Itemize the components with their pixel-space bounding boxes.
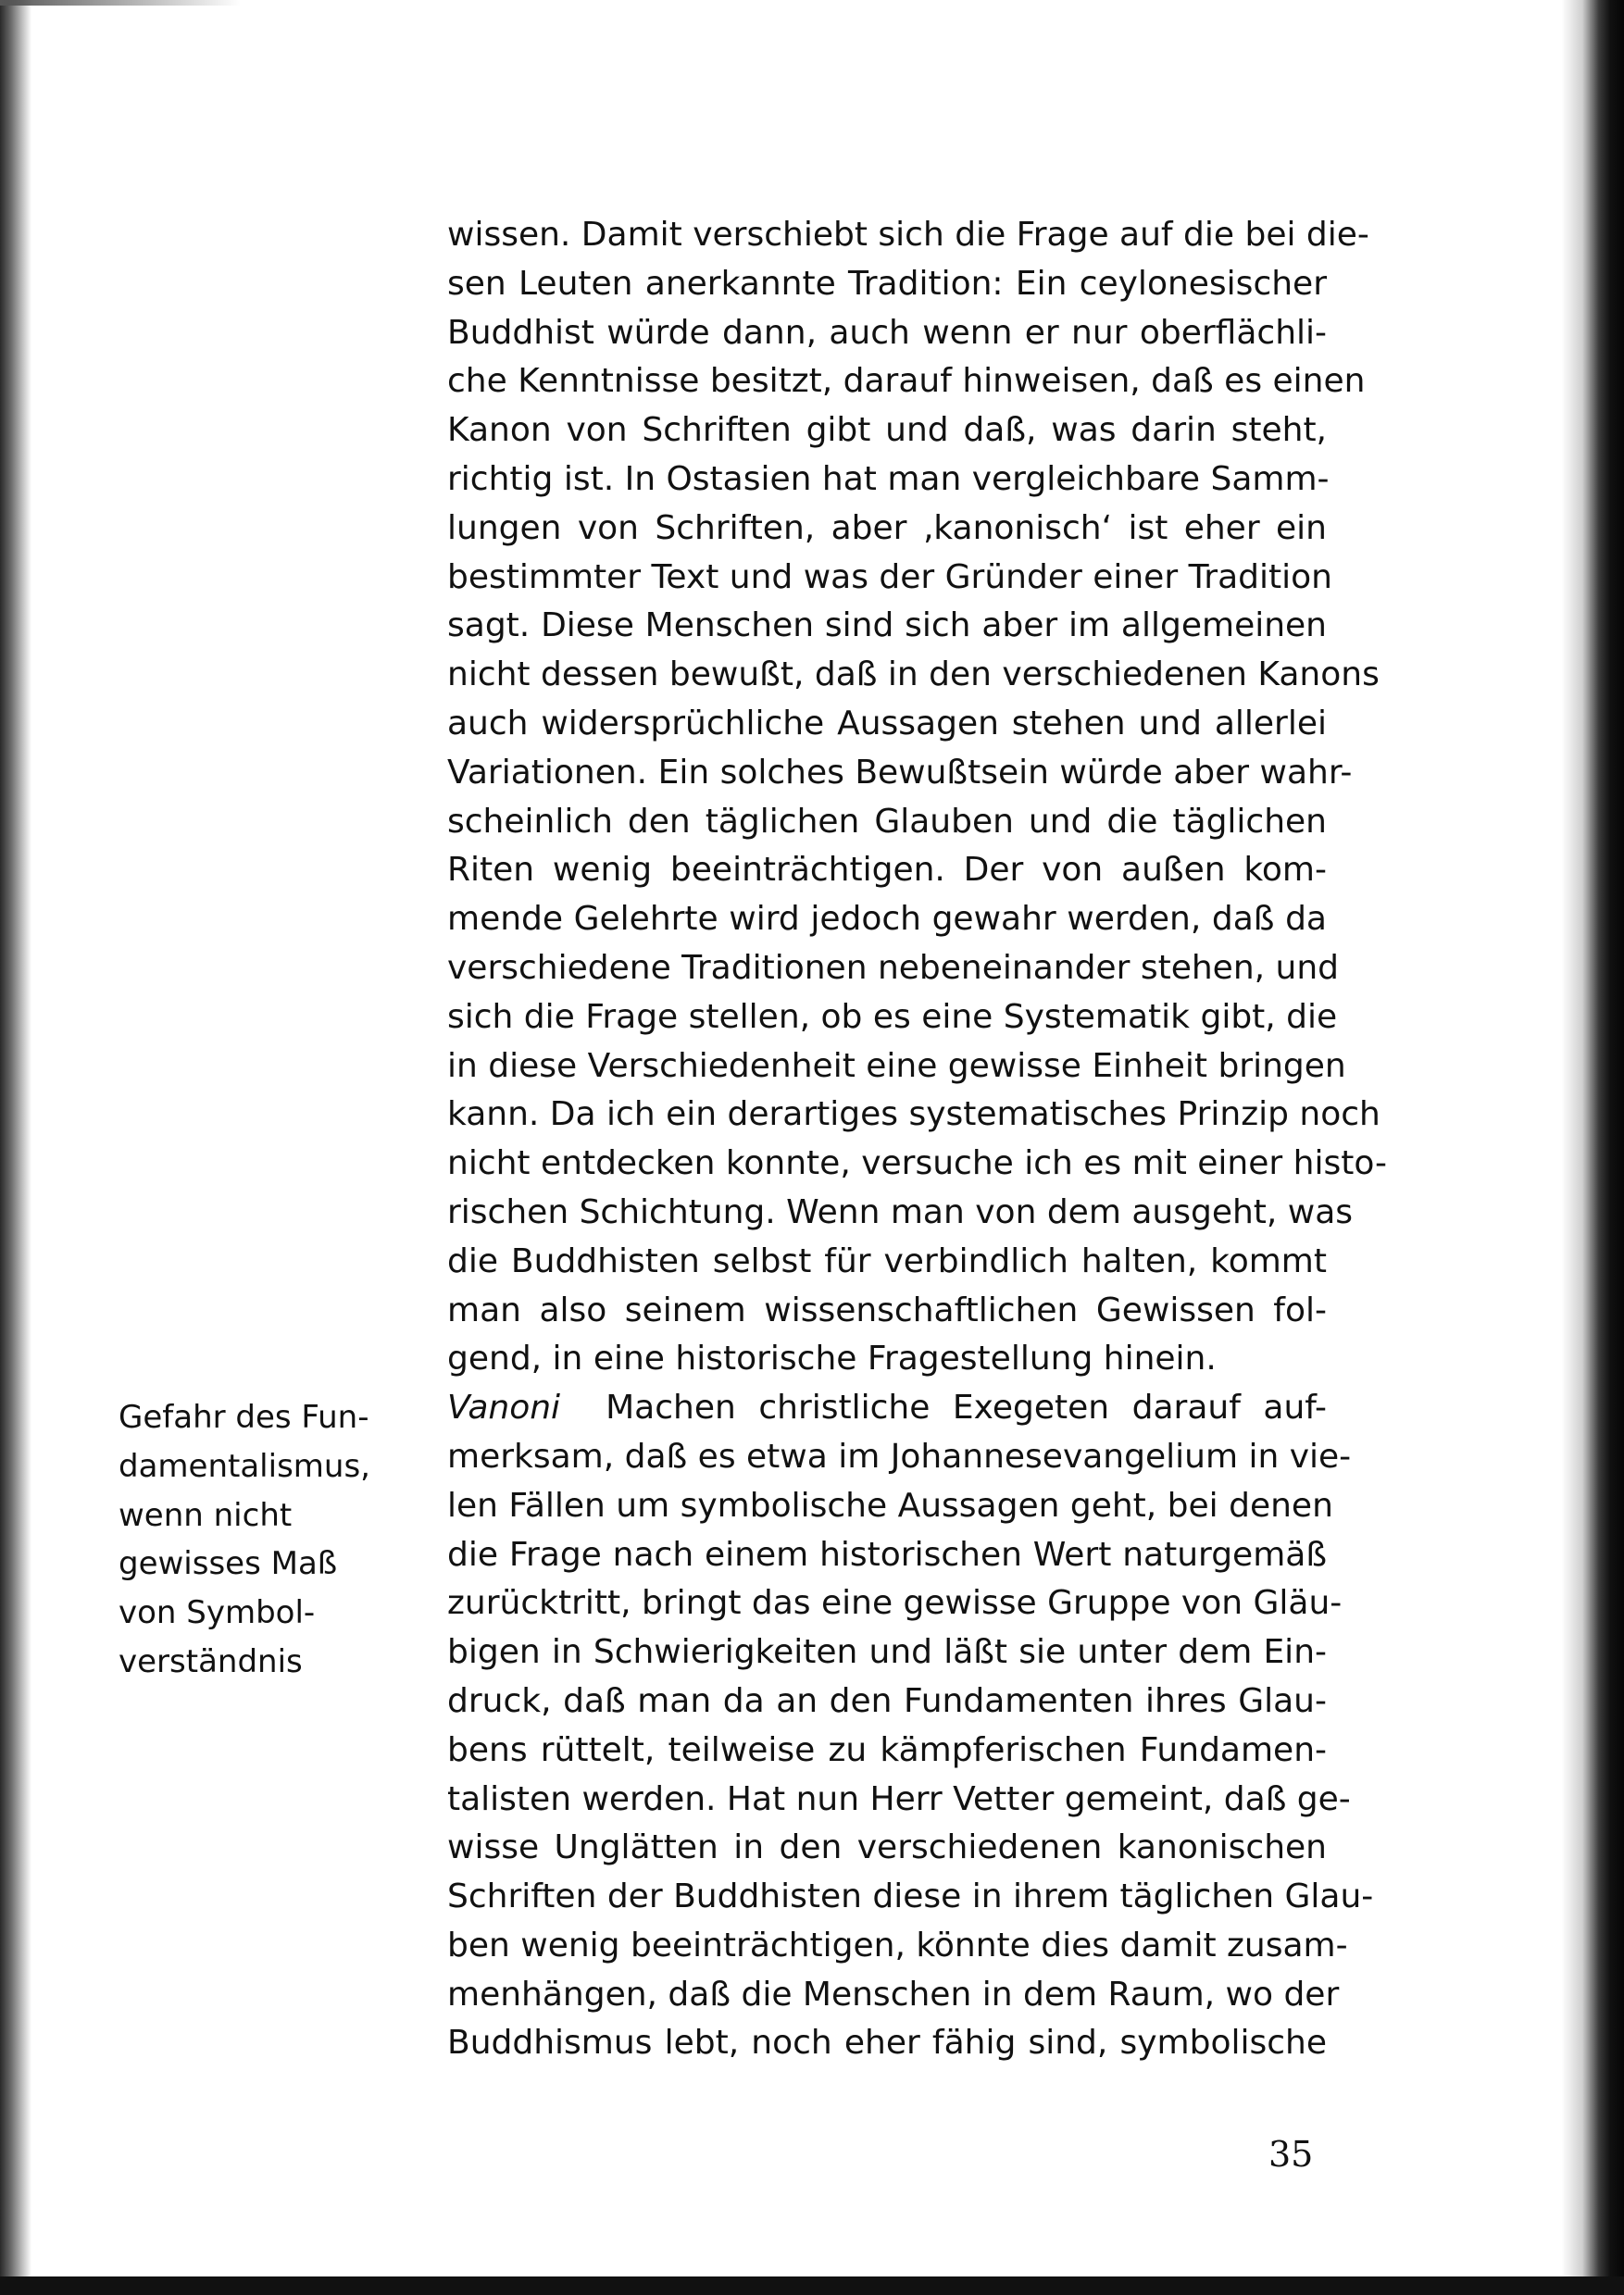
main-text-column bbox=[447, 211, 1387, 2068]
text-line: sich die Frage stellen, ob es eine Systematik gibt, die bbox=[447, 997, 1338, 1036]
text-line: rischen Schichtung. Wenn man von dem ausgeht, was bbox=[447, 1192, 1354, 1231]
text-line: auch widersprüchliche Aussagen stehen und allerlei bbox=[447, 704, 1327, 742]
margin-note-line: verständnis bbox=[119, 1642, 303, 1680]
margin-note bbox=[119, 1393, 396, 1687]
text-line: talisten werden. Hat nun Herr Vetter gemeint, daß ge- bbox=[447, 1779, 1351, 1818]
text-line: merksam, daß es etwa im Johannesevangelium in vie- bbox=[447, 1437, 1352, 1476]
text-line: Schriften der Buddhisten diese in ihrem täglichen Glau- bbox=[447, 1877, 1374, 1916]
text-line: zurücktritt, bringt das eine gewisse Gruppe von Gläu- bbox=[447, 1584, 1343, 1623]
text-line: Buddhismus lebt, noch eher fähig sind, symbolische bbox=[447, 2024, 1327, 2063]
margin-note-line: Gefahr des Fun- bbox=[119, 1399, 369, 1436]
scan-edge-left bbox=[0, 0, 31, 2295]
text-line: che Kenntnisse besitzt, darauf hinweisen, daß es einen bbox=[447, 362, 1366, 401]
text-line: lungen von Schriften, aber ‚kanonisch‘ ist eher ein bbox=[447, 508, 1327, 547]
speaker-line bbox=[447, 1384, 1327, 1433]
text-line: in diese Verschiedenheit eine gewisse Einheit bringen bbox=[447, 1046, 1346, 1085]
text-line: gend, in eine historische Fragestellung hinein. bbox=[447, 1340, 1217, 1378]
text-line: sagt. Diese Menschen sind sich aber im allgemeinen bbox=[447, 606, 1327, 645]
scan-edge-top bbox=[0, 0, 241, 6]
text-line: wissen. Damit verschiebt sich die Frage auf die bei die- bbox=[447, 216, 1369, 254]
speaker-line-text: Machen christliche Exegeten darauf auf- bbox=[606, 1389, 1328, 1428]
text-line: die Frage nach einem historischen Wert naturgemäß bbox=[447, 1535, 1327, 1574]
margin-note-line: damentalismus, bbox=[119, 1447, 370, 1485]
text-line: richtig ist. In Ostasien hat man vergleichbare Samm- bbox=[447, 459, 1330, 498]
text-line: len Fällen um symbolische Aussagen geht, bei denen bbox=[447, 1486, 1333, 1525]
text-line: druck, daß man da an den Fundamenten ihres Glau- bbox=[447, 1681, 1327, 1720]
margin-note-line: gewisses Maß bbox=[119, 1545, 338, 1583]
text-line: menhängen, daß die Menschen in dem Raum, wo der bbox=[447, 1975, 1340, 2014]
text-line: bens rüttelt, teilweise zu kämpferischen Fundamen- bbox=[447, 1730, 1327, 1769]
scan-edge-bottom bbox=[0, 2276, 1624, 2295]
margin-note-line: wenn nicht bbox=[119, 1496, 293, 1534]
text-line: wisse Unglätten in den verschiedenen kanonischen bbox=[447, 1828, 1327, 1867]
text-line: mende Gelehrte wird jedoch gewahr werden, daß da bbox=[447, 900, 1327, 939]
text-line: scheinlich den täglichen Glauben und die täglichen bbox=[447, 802, 1327, 841]
text-line: bigen in Schwierigkeiten und läßt sie unter dem Ein- bbox=[447, 1633, 1327, 1672]
text-line: verschiedene Traditionen nebeneinander stehen, und bbox=[447, 948, 1339, 987]
text-line: Variationen. Ein solches Bewußtsein würde aber wahr- bbox=[447, 753, 1353, 792]
speaker-name: Vanoni bbox=[447, 1389, 561, 1428]
text-line: nicht dessen bewußt, daß in den verschiedenen Kanons bbox=[447, 655, 1380, 694]
margin-note-line: von Symbol- bbox=[119, 1594, 316, 1632]
text-line: bestimmter Text und was der Gründer einer Tradition bbox=[447, 557, 1332, 596]
text-line: sen Leuten anerkannte Tradition: Ein ceylonesischer bbox=[447, 264, 1327, 303]
text-line: man also seinem wissenschaftlichen Gewissen fol- bbox=[447, 1291, 1327, 1329]
text-line: ben wenig beeinträchtigen, könnte dies damit zusam- bbox=[447, 1926, 1348, 1964]
page-number: 35 bbox=[1268, 2134, 1314, 2175]
scan-edge-right bbox=[1485, 0, 1624, 2295]
text-line: nicht entdecken konnte, versuche ich es mit einer histo- bbox=[447, 1144, 1387, 1183]
text-line: kann. Da ich ein derartiges systematisches Prinzip noch bbox=[447, 1095, 1380, 1134]
text-line: Buddhist würde dann, auch wenn er nur oberflächli- bbox=[447, 313, 1327, 352]
text-line: Kanon von Schriften gibt und daß, was darin steht, bbox=[447, 411, 1327, 450]
text-line: die Buddhisten selbst für verbindlich halten, kommt bbox=[447, 1241, 1327, 1280]
text-line: Riten wenig beeinträchtigen. Der von außen kom- bbox=[447, 851, 1327, 890]
